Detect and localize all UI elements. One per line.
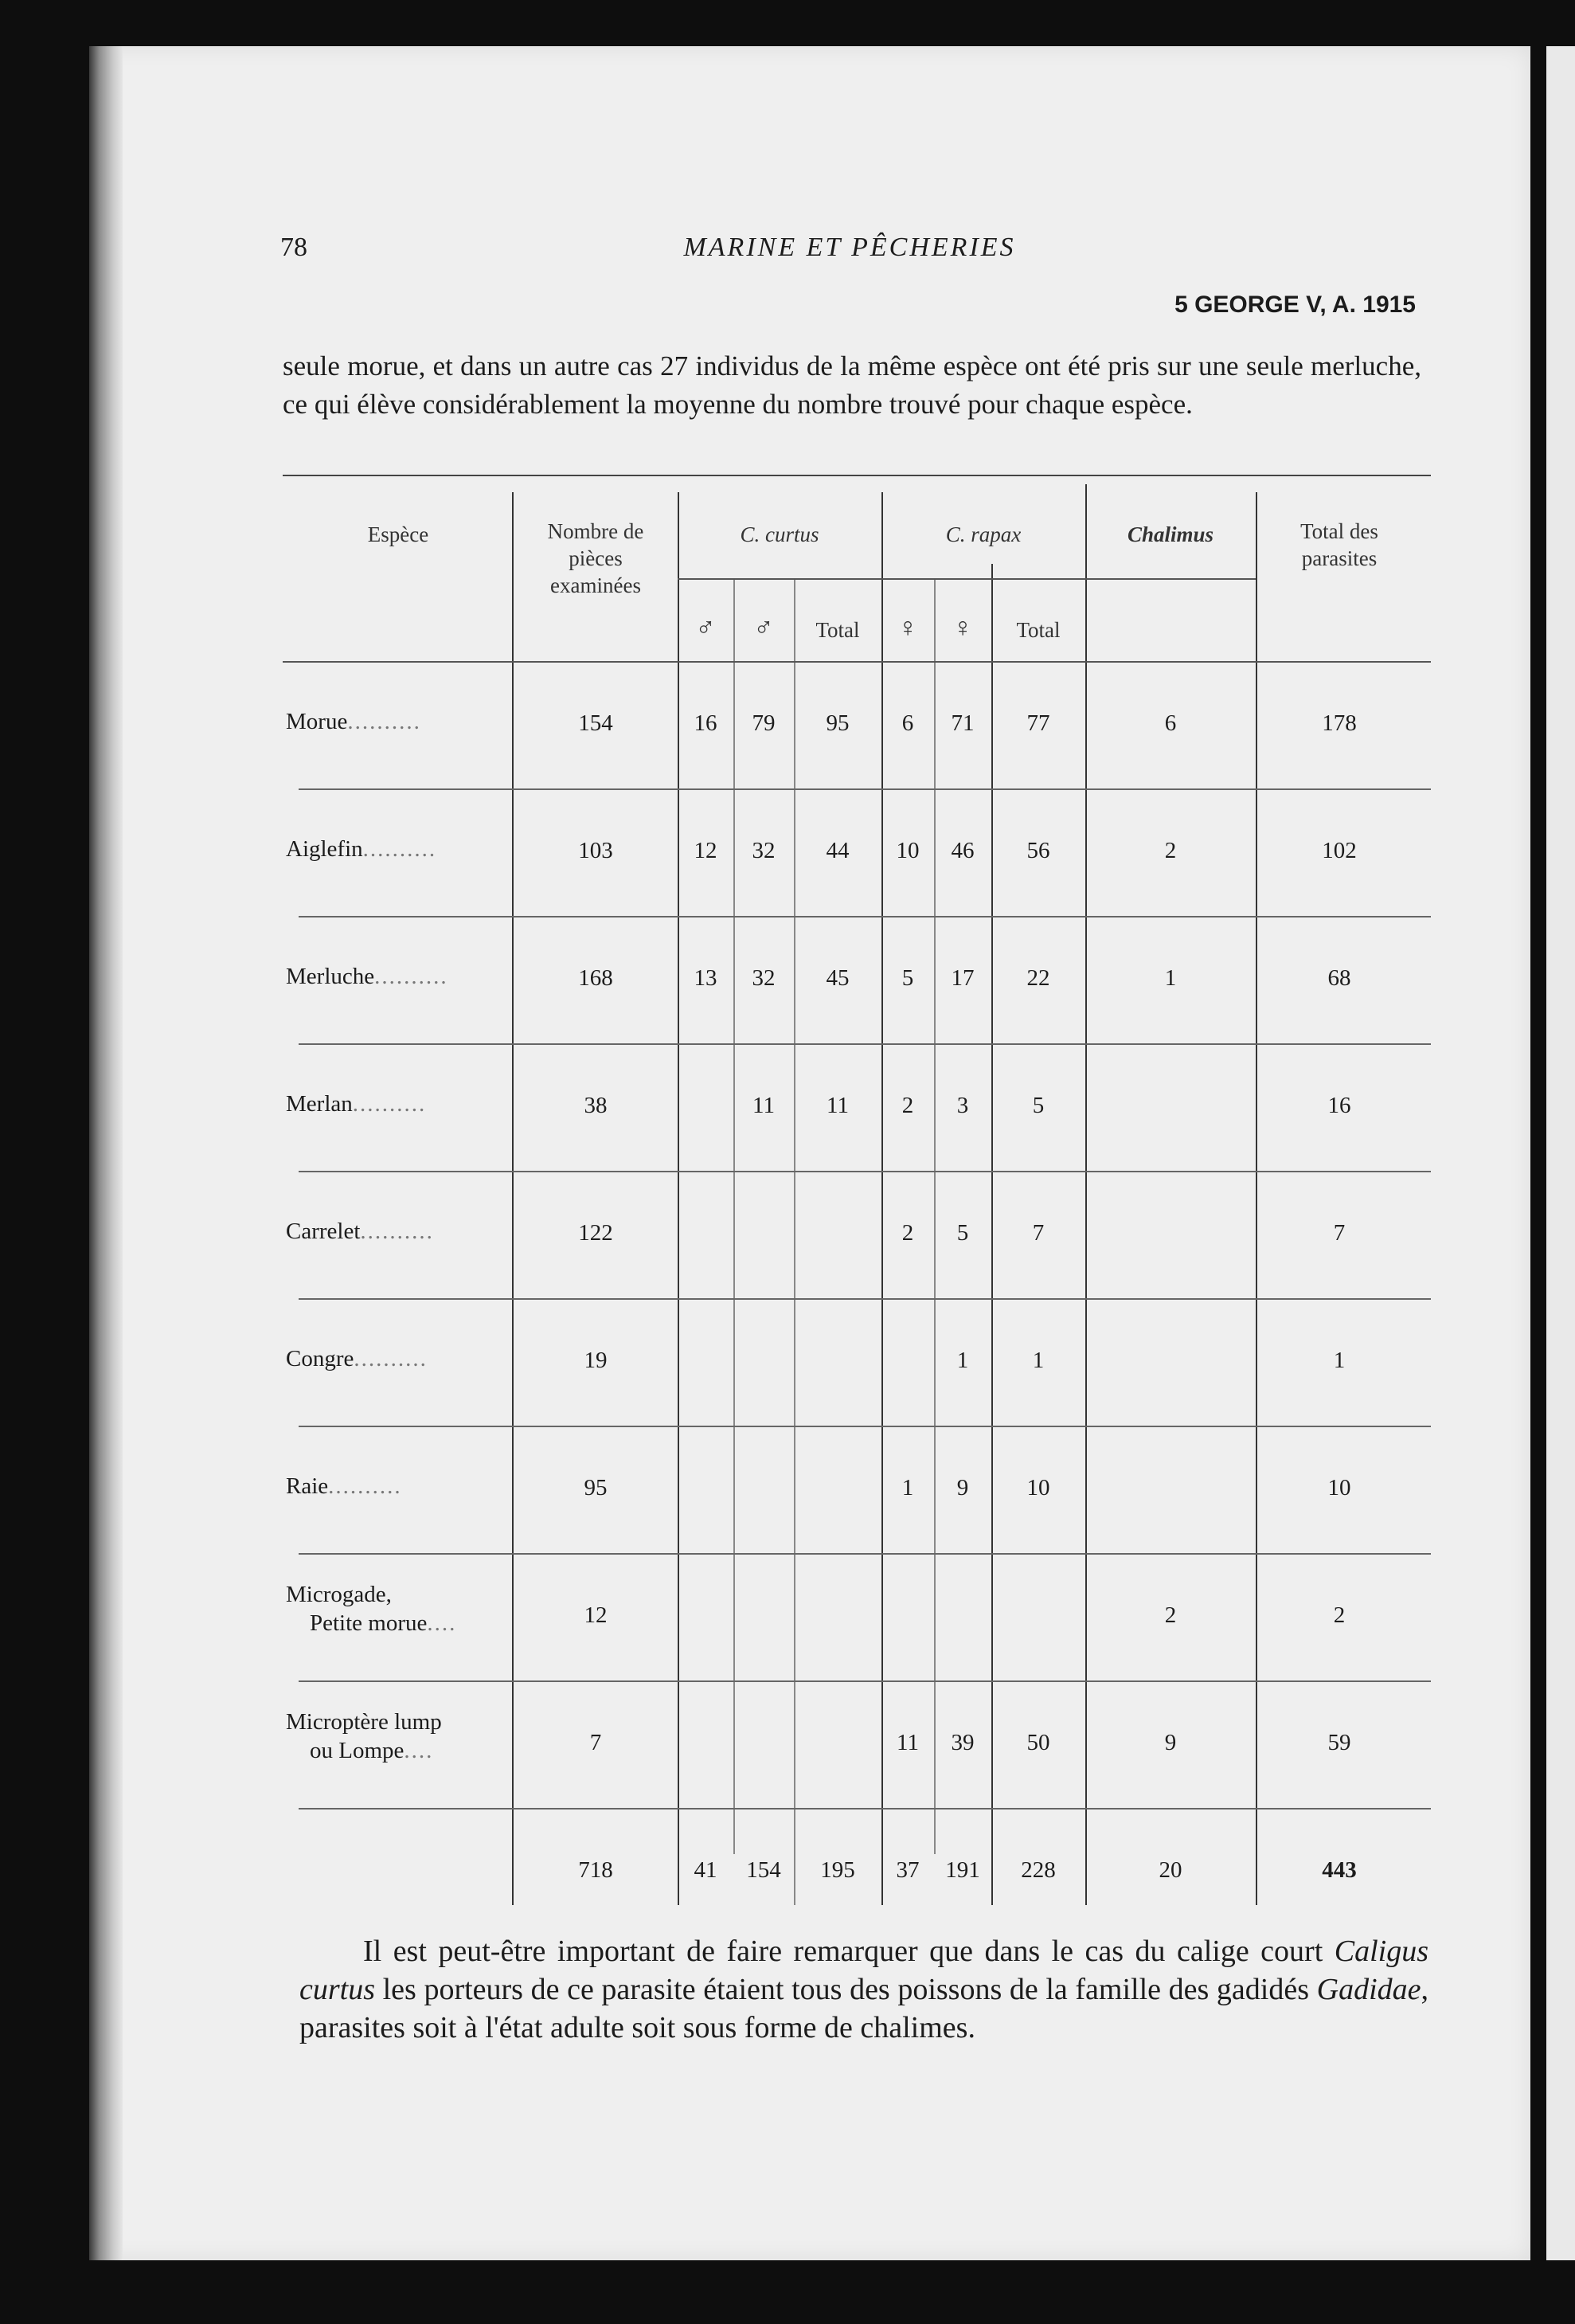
header-total-parasites: Total des parasites <box>1300 519 1378 570</box>
cell-rt: 5 <box>1032 1093 1045 1118</box>
parasite-table <box>283 475 1431 1905</box>
intro-paragraph: seule morue, et dans un autre cas 27 individus de la même espèce ont été pris sur une seule merluche, ce qui élève considérablement la moyenne du nombre trouvé pour chaque espèce. <box>283 350 1421 420</box>
closing-text-1: Il est peut-être important de faire remarquer que dans le cas du calige court <box>363 1935 1335 1968</box>
cell-examined: 103 <box>578 838 613 863</box>
closing-term-gadidae: Gadidae <box>1316 1973 1421 2006</box>
row-divider <box>299 788 1431 790</box>
cell-chalimus: 2 <box>1164 838 1177 863</box>
cell-total: 1 <box>1333 1348 1346 1373</box>
cell-total: 7 <box>1333 1220 1346 1246</box>
cell-rf1: 2 <box>901 1220 914 1246</box>
row-divider <box>299 1680 1431 1682</box>
grid-v-examined <box>678 492 679 1905</box>
species-label: Merlan.......... <box>286 1091 427 1117</box>
closing-text-3: , parasites soit à l'état adulte soit sous forme de chalimes. <box>299 1973 1428 2044</box>
row-divider <box>299 1298 1431 1300</box>
grid-v-curtus-1 <box>733 580 735 1854</box>
cell-rt: 10 <box>1026 1475 1050 1500</box>
cell-rt: 50 <box>1026 1730 1050 1755</box>
cell-total: 2 <box>1333 1602 1346 1628</box>
cell-rf2: 71 <box>951 710 975 736</box>
cell-chalimus: 2 <box>1164 1602 1177 1628</box>
header-curtus-total: Total <box>815 618 860 642</box>
cell-cm2: 32 <box>752 965 776 991</box>
facing-page-edge <box>1546 46 1575 2260</box>
total-cell-chalimus: 20 <box>1159 1857 1182 1883</box>
cell-cm2: 32 <box>752 838 776 863</box>
grid-v-chalimus <box>1256 492 1257 1905</box>
header-rapax-female-1: ♀ <box>897 613 918 643</box>
cell-ct: 11 <box>827 1093 849 1118</box>
row-divider <box>299 1553 1431 1555</box>
cell-rf1: 5 <box>901 965 914 991</box>
cell-rt: 56 <box>1026 838 1050 863</box>
cell-total: 10 <box>1327 1475 1351 1500</box>
total-cell-rf1: 37 <box>896 1857 920 1883</box>
cell-rf2: 9 <box>956 1475 969 1500</box>
header-species: Espèce <box>367 522 429 546</box>
header-chalimus: Chalimus <box>1127 522 1214 546</box>
row-divider <box>299 1043 1431 1045</box>
grid-v-curtus-2 <box>794 580 795 1905</box>
cell-cm1: 12 <box>694 838 717 863</box>
cell-rf1: 1 <box>901 1475 914 1500</box>
cell-rf2: 5 <box>956 1220 969 1246</box>
header-examined: Nombre de pièces examinées <box>547 519 644 597</box>
species-label: Carrelet.......... <box>286 1219 434 1244</box>
cell-chalimus: 6 <box>1164 710 1177 736</box>
row-divider <box>299 916 1431 917</box>
cell-cm1: 16 <box>694 710 717 736</box>
cell-rf2: 1 <box>956 1348 969 1373</box>
header-curtus: C. curtus <box>740 522 819 546</box>
cell-rf1: 11 <box>897 1730 919 1755</box>
cell-rf1: 6 <box>901 710 914 736</box>
cell-examined: 12 <box>584 1602 608 1628</box>
cell-total: 68 <box>1327 965 1351 991</box>
cell-examined: 19 <box>584 1348 608 1373</box>
cell-ct: 44 <box>826 838 850 863</box>
grid-h-curtus <box>678 578 881 580</box>
cell-rt: 22 <box>1026 965 1050 991</box>
cell-total: 102 <box>1322 838 1357 863</box>
grid-v-species <box>512 492 514 1905</box>
cell-rt: 1 <box>1032 1348 1045 1373</box>
page-number: 78 <box>280 233 307 262</box>
total-cell-total: 443 <box>1322 1857 1357 1883</box>
cell-rf2: 17 <box>951 965 975 991</box>
cell-rf2: 46 <box>951 838 975 863</box>
cell-total: 16 <box>1327 1093 1351 1118</box>
session-label: 5 GEORGE V, A. 1915 <box>1174 291 1416 318</box>
cell-rf1: 2 <box>901 1093 914 1118</box>
grid-h-header <box>283 661 1431 663</box>
header-rapax: C. rapax <box>945 522 1022 546</box>
cell-examined: 168 <box>578 965 613 991</box>
cell-examined: 95 <box>584 1475 608 1500</box>
header-rapax-total: Total <box>1016 618 1061 642</box>
running-title: MARINE ET PÊCHERIES <box>683 233 1016 262</box>
row-divider <box>299 1426 1431 1427</box>
cell-rf2: 39 <box>951 1730 975 1755</box>
cell-cm2: 79 <box>752 710 776 736</box>
species-label: Aiglefin.......... <box>286 836 437 862</box>
total-cell-examined: 718 <box>578 1857 613 1883</box>
grid-h-rapax <box>881 578 1085 580</box>
book-binding <box>89 46 123 2260</box>
total-cell-rt: 228 <box>1021 1857 1056 1883</box>
cell-total: 178 <box>1322 710 1357 736</box>
cell-examined: 122 <box>578 1220 613 1246</box>
cell-rt: 77 <box>1026 710 1050 736</box>
cell-examined: 7 <box>589 1730 602 1755</box>
species-label: Congre.......... <box>286 1346 428 1371</box>
grid-h-chalimus <box>1085 578 1256 580</box>
cell-chalimus: 1 <box>1164 965 1177 991</box>
grid-v-rapax <box>1085 484 1087 1905</box>
header-curtus-male-1: ♂ <box>695 613 716 643</box>
cell-chalimus: 9 <box>1164 1730 1177 1755</box>
species-label: Microgade, Petite morue.... <box>286 1582 457 1636</box>
cell-rt: 7 <box>1032 1220 1045 1246</box>
species-label: Microptère lump ou Lompe.... <box>286 1709 442 1763</box>
species-label: Merluche.......... <box>286 964 448 989</box>
closing-paragraph <box>299 1932 1428 2047</box>
grid-v-curtus <box>881 492 883 1905</box>
running-header <box>280 233 1419 264</box>
row-divider <box>299 1808 1431 1810</box>
total-cell-rf2: 191 <box>945 1857 980 1883</box>
cell-examined: 38 <box>584 1093 608 1118</box>
grid-v-rapax-1 <box>934 580 936 1854</box>
total-cell-ct: 195 <box>820 1857 855 1883</box>
species-label: Raie.......... <box>286 1473 402 1499</box>
cell-ct: 45 <box>826 965 850 991</box>
total-cell-cm2: 154 <box>746 1857 781 1883</box>
cell-examined: 154 <box>578 710 613 736</box>
closing-text-2: les porteurs de ce parasite étaient tous des poissons de la famille des gadidés <box>375 1973 1317 2006</box>
row-divider <box>299 1171 1431 1172</box>
header-curtus-male-2: ♂ <box>753 613 774 643</box>
cell-cm2: 11 <box>752 1093 775 1118</box>
total-cell-cm1: 41 <box>694 1857 717 1883</box>
cell-rf2: 3 <box>956 1093 969 1118</box>
cell-ct: 95 <box>826 710 850 736</box>
header-rapax-female-2: ♀ <box>952 613 973 643</box>
cell-cm1: 13 <box>694 965 717 991</box>
species-label: Morue.......... <box>286 709 421 734</box>
cell-rf1: 10 <box>896 838 920 863</box>
closing-term-caligus: Caligus curtus <box>299 1935 1428 2006</box>
cell-total: 59 <box>1327 1730 1351 1755</box>
